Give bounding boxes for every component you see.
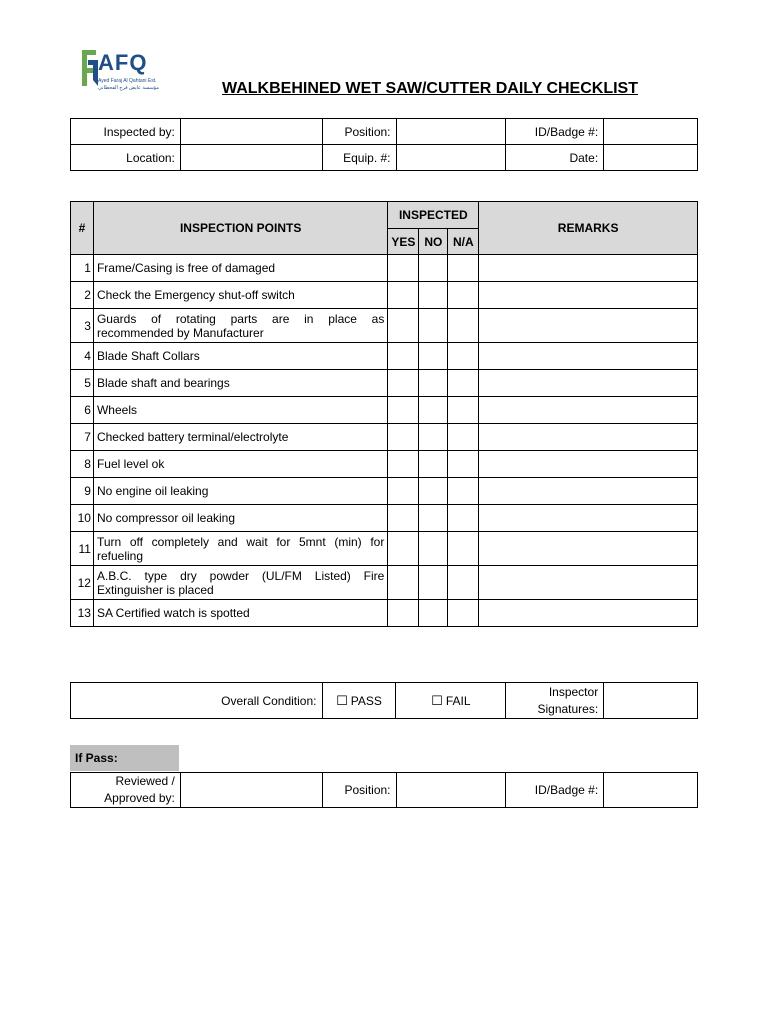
- na-cell[interactable]: [448, 478, 479, 505]
- logo-text: AFQ: [98, 50, 148, 75]
- no-cell[interactable]: [419, 505, 448, 532]
- position-label: Position:: [322, 119, 396, 145]
- na-cell[interactable]: [448, 397, 479, 424]
- inspector-signatures-field[interactable]: [604, 683, 698, 719]
- remarks-cell[interactable]: [479, 451, 698, 478]
- review-position-label: Position:: [322, 773, 396, 808]
- remarks-cell[interactable]: [479, 478, 698, 505]
- row-number: 13: [71, 600, 94, 627]
- yes-cell[interactable]: [388, 255, 419, 282]
- table-row: [71, 451, 698, 478]
- inspected-by-label: Inspected by:: [71, 119, 181, 145]
- yes-cell[interactable]: [388, 505, 419, 532]
- header-inspection-points: INSPECTION POINTS: [93, 202, 387, 255]
- inspection-point: A.B.C. type dry powder (UL/FM Listed) Fire Extinguisher is placed: [93, 566, 387, 600]
- if-pass-label: If Pass:: [70, 745, 179, 771]
- remarks-cell[interactable]: [479, 370, 698, 397]
- inspection-point: Blade shaft and bearings: [93, 370, 387, 397]
- fail-option[interactable]: [396, 683, 506, 719]
- table-row: [71, 505, 698, 532]
- no-cell[interactable]: [419, 343, 448, 370]
- row-number: 6: [71, 397, 94, 424]
- table-row: [71, 424, 698, 451]
- inspection-point: Turn off completely and wait for 5mnt (min) for refueling: [93, 532, 387, 566]
- row-number: 7: [71, 424, 94, 451]
- yes-cell[interactable]: [388, 600, 419, 627]
- remarks-cell[interactable]: [479, 600, 698, 627]
- remarks-cell[interactable]: [479, 397, 698, 424]
- review-table: [70, 772, 698, 808]
- info-table: [70, 118, 698, 171]
- remarks-cell[interactable]: [479, 532, 698, 566]
- date-field[interactable]: [604, 145, 698, 171]
- row-number: 1: [71, 255, 94, 282]
- no-cell[interactable]: [419, 370, 448, 397]
- inspection-point: SA Certified watch is spotted: [93, 600, 387, 627]
- row-number: 10: [71, 505, 94, 532]
- row-number: 9: [71, 478, 94, 505]
- table-row: [71, 566, 698, 600]
- fail-checkbox-icon[interactable]: ☐: [431, 692, 443, 708]
- no-cell[interactable]: [419, 282, 448, 309]
- reviewed-approved-field[interactable]: [180, 773, 322, 808]
- yes-cell[interactable]: [388, 566, 419, 600]
- pass-checkbox-icon[interactable]: ☐: [336, 692, 348, 708]
- remarks-cell[interactable]: [479, 343, 698, 370]
- no-cell[interactable]: [419, 566, 448, 600]
- location-field[interactable]: [180, 145, 322, 171]
- table-row: [71, 478, 698, 505]
- position-field[interactable]: [396, 119, 506, 145]
- na-cell[interactable]: [448, 600, 479, 627]
- no-cell[interactable]: [419, 309, 448, 343]
- overall-condition-table: [70, 682, 698, 719]
- table-row: [71, 255, 698, 282]
- row-number: 4: [71, 343, 94, 370]
- na-cell[interactable]: [448, 255, 479, 282]
- inspection-point: Guards of rotating parts are in place as recommended by Manufacturer: [93, 309, 387, 343]
- table-row: [71, 600, 698, 627]
- no-cell[interactable]: [419, 255, 448, 282]
- header-inspected: INSPECTED: [388, 202, 479, 229]
- inspection-point: Check the Emergency shut-off switch: [93, 282, 387, 309]
- inspection-point: No engine oil leaking: [93, 478, 387, 505]
- inspection-point: Wheels: [93, 397, 387, 424]
- no-cell[interactable]: [419, 397, 448, 424]
- table-row: [71, 397, 698, 424]
- location-label: Location:: [71, 145, 181, 171]
- inspected-by-field[interactable]: [180, 119, 322, 145]
- yes-cell[interactable]: [388, 424, 419, 451]
- row-number: 3: [71, 309, 94, 343]
- na-cell[interactable]: [448, 505, 479, 532]
- equip-label: Equip. #:: [322, 145, 396, 171]
- remarks-cell[interactable]: [479, 505, 698, 532]
- na-cell[interactable]: [448, 566, 479, 600]
- review-id-badge-field[interactable]: [604, 773, 698, 808]
- yes-cell[interactable]: [388, 397, 419, 424]
- inspection-point: Fuel level ok: [93, 451, 387, 478]
- table-row: [71, 343, 698, 370]
- remarks-cell[interactable]: [479, 282, 698, 309]
- remarks-cell[interactable]: [479, 424, 698, 451]
- pass-option[interactable]: [322, 683, 396, 719]
- page-title: WALKBEHINED WET SAW/CUTTER DAILY CHECKLIST: [221, 80, 638, 97]
- overall-condition-label: Overall Condition:: [71, 683, 323, 719]
- table-row: [71, 309, 698, 343]
- table-row: [71, 370, 698, 397]
- na-cell[interactable]: [448, 451, 479, 478]
- table-row: [71, 282, 698, 309]
- review-id-badge-label: ID/Badge #:: [506, 773, 604, 808]
- header-na: N/A: [448, 229, 479, 255]
- header-yes: YES: [388, 229, 419, 255]
- reviewed-approved-label: Reviewed / Approved by:: [71, 773, 181, 808]
- inspection-point: Blade Shaft Collars: [93, 343, 387, 370]
- fail-label: FAIL: [445, 693, 471, 708]
- no-cell[interactable]: [419, 600, 448, 627]
- date-label: Date:: [506, 145, 604, 171]
- row-number: 8: [71, 451, 94, 478]
- row-number: 5: [71, 370, 94, 397]
- yes-cell[interactable]: [388, 343, 419, 370]
- row-number: 2: [71, 282, 94, 309]
- inspection-point: No compressor oil leaking: [93, 505, 387, 532]
- yes-cell[interactable]: [388, 451, 419, 478]
- row-number: 11: [71, 532, 94, 566]
- header-num: #: [71, 202, 94, 255]
- na-cell[interactable]: [448, 532, 479, 566]
- header-remarks: REMARKS: [479, 202, 698, 255]
- yes-cell[interactable]: [388, 370, 419, 397]
- pass-label: PASS: [350, 693, 382, 708]
- na-cell[interactable]: [448, 282, 479, 309]
- no-cell[interactable]: [419, 532, 448, 566]
- table-row: [71, 532, 698, 566]
- inspection-table: [70, 201, 698, 627]
- row-number: 12: [71, 566, 94, 600]
- logo-subtitle-en: Ayed Faraj Al Qahtani Est.: [98, 78, 157, 84]
- na-cell[interactable]: [448, 424, 479, 451]
- no-cell[interactable]: [419, 478, 448, 505]
- remarks-cell[interactable]: [479, 309, 698, 343]
- no-cell[interactable]: [419, 451, 448, 478]
- na-cell[interactable]: [448, 370, 479, 397]
- na-cell[interactable]: [448, 343, 479, 370]
- remarks-cell[interactable]: [479, 566, 698, 600]
- yes-cell[interactable]: [388, 532, 419, 566]
- inspector-signatures-label: Inspector Signatures:: [506, 683, 604, 719]
- logo-subtitle-ar: مؤسسة عايض فرج القحطاني: [98, 85, 160, 91]
- id-badge-label: ID/Badge #:: [506, 119, 604, 145]
- yes-cell[interactable]: [388, 309, 419, 343]
- inspection-point: Frame/Casing is free of damaged: [93, 255, 387, 282]
- na-cell[interactable]: [448, 309, 479, 343]
- yes-cell[interactable]: [388, 282, 419, 309]
- remarks-cell[interactable]: [479, 255, 698, 282]
- yes-cell[interactable]: [388, 478, 419, 505]
- header-no: NO: [419, 229, 448, 255]
- inspection-point: Checked battery terminal/electrolyte: [93, 424, 387, 451]
- id-badge-field[interactable]: [604, 119, 698, 145]
- equip-field[interactable]: [396, 145, 506, 171]
- no-cell[interactable]: [419, 424, 448, 451]
- review-position-field[interactable]: [396, 773, 506, 808]
